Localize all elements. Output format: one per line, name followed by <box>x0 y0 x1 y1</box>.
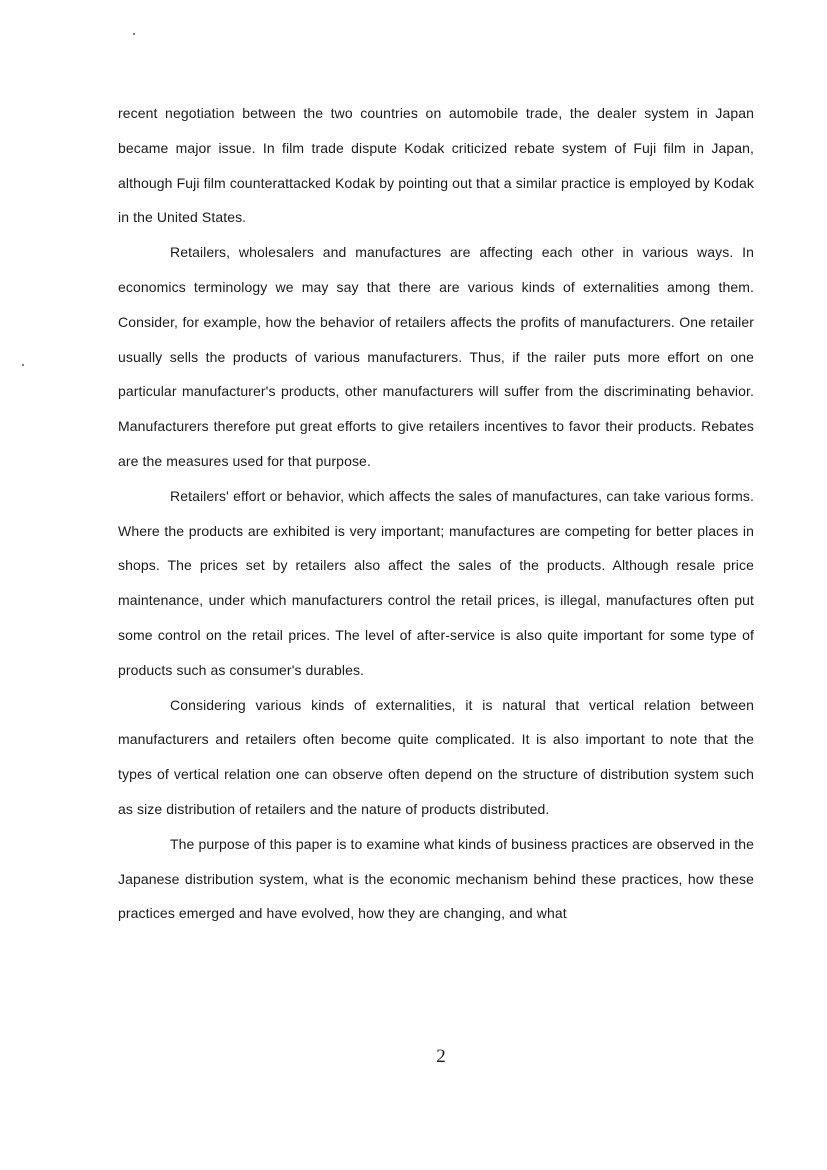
scan-speck <box>133 33 135 35</box>
scan-speck <box>22 364 24 366</box>
page-number: 2 <box>436 1046 446 1067</box>
paragraph-externalities: Retailers, wholesalers and manufactures are affecting each other in various ways. In economics terminology we may say that there are various kinds of externalities among them. Consider, for example, how the behavior of retailers affects the profits of manufacturers. One retailer usually sells the products of various manufacturers. Thus, if the railer puts more effort on one particular manufacturer's products, other manufacturers will suffer from the discriminating behavior. Manufacturers therefore put great efforts to give retailers incentives to favor their products. Rebates are the measures used for that purpose. <box>118 244 754 469</box>
paragraph-purpose: The purpose of this paper is to examine what kinds of business practices are observed in the Japanese distribution system, what is the economic mechanism behind these practices, how these practices emerged and have evolved, how they are changing, and what <box>118 835 754 922</box>
body-text <box>118 96 754 931</box>
paragraph-continuation: recent negotiation between the two countries on automobile trade, the dealer system in Japan became major issue. In film trade dispute Kodak criticized rebate system of Fuji film in Japan, although Fuji film counterattacked Kodak by pointing out that a similar practice is employed by Kodak in the United States. <box>118 105 754 226</box>
paragraph-vertical-relation: Considering various kinds of externalities, it is natural that vertical relation between manufacturers and retailers often become quite complicated. It is also important to note that the types of vertical relation one can observe often depend on the structure of distribution system such as size distribution of retailers and the nature of products distributed. <box>118 696 754 817</box>
paragraph-retailer-effort: Retailers' effort or behavior, which affects the sales of manufactures, can take various forms. Where the products are exhibited is very important; manufactures are competing for better places in shops. The prices set by retailers also affect the sales of the products. Although resale price maintenance, under which manufacturers control the retail prices, is illegal, manufactures often put some control on the retail prices. The level of after-service is also quite important for some type of products such as consumer's durables. <box>118 487 754 678</box>
